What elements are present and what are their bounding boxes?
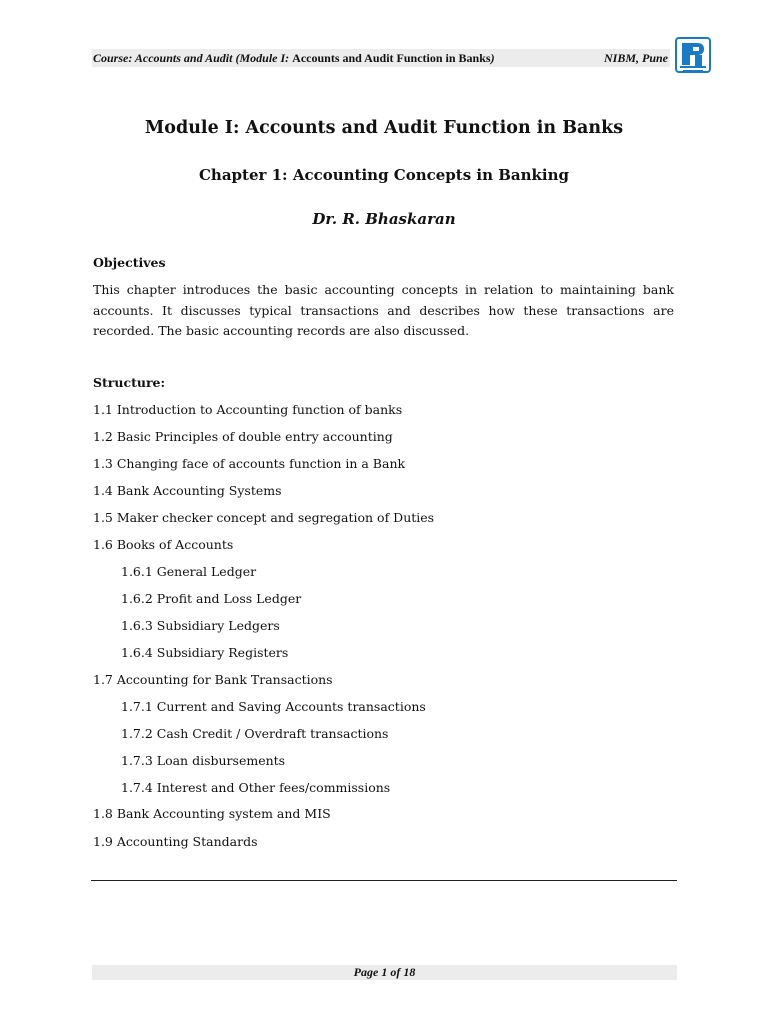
course-main: Accounts and Audit Function in Banks: [292, 51, 491, 65]
list-item: 1.6.3 Subsidiary Ledgers: [121, 618, 280, 633]
list-item: 1.1 Introduction to Accounting function of banks: [93, 402, 403, 417]
module-title: Module I: Accounts and Audit Function in Banks: [144, 118, 624, 138]
paragraph-line: This chapter introduces the basic accounting concepts in relation to maintaining bank: [93, 282, 674, 297]
nibm-logo-icon: [675, 37, 711, 75]
page-number: Page 1 of 18: [92, 965, 677, 980]
institute-name: NIBM, Pune: [603, 51, 668, 65]
structure-heading: Structure:: [93, 375, 166, 390]
author-name: Dr. R. Bhaskaran: [312, 210, 456, 228]
objectives-heading: Objectives: [93, 255, 166, 270]
list-item: 1.8 Bank Accounting system and MIS: [93, 806, 331, 821]
list-item: 1.6.2 Profit and Loss Ledger: [121, 591, 302, 606]
list-item: 1.7.4 Interest and Other fees/commissions: [121, 780, 391, 795]
objectives-paragraph: [93, 280, 674, 342]
list-item: 1.4 Bank Accounting Systems: [93, 483, 282, 498]
list-item: 1.2 Basic Principles of double entry accounting: [93, 429, 393, 444]
paragraph-line: recorded. The basic accounting records are also discussed.: [93, 323, 470, 338]
list-item: 1.9 Accounting Standards: [93, 834, 258, 849]
list-item: 1.6.4 Subsidiary Registers: [121, 645, 289, 660]
list-item: 1.7.2 Cash Credit / Overdraft transactions: [121, 726, 389, 741]
chapter-title: Chapter 1: Accounting Concepts in Banking: [198, 166, 570, 184]
list-item: 1.5 Maker checker concept and segregation of Duties: [93, 510, 435, 525]
paragraph-line: accounts. It discusses typical transactions and describes how these transactions are: [93, 302, 674, 318]
list-item: 1.3 Changing face of accounts function in a Bank: [93, 456, 406, 471]
course-prefix: Course: Accounts and Audit (Module I:: [93, 51, 293, 65]
list-item: 1.7.1 Current and Saving Accounts transactions: [121, 699, 426, 714]
course-title: [93, 49, 495, 67]
running-header: [92, 49, 670, 67]
list-item: 1.6.1 General Ledger: [121, 564, 257, 579]
course-suffix: ): [490, 51, 495, 65]
list-item: 1.7.3 Loan disbursements: [121, 753, 286, 768]
footer-divider: [91, 880, 677, 881]
list-item: 1.6 Books of Accounts: [93, 537, 234, 552]
list-item: 1.7 Accounting for Bank Transactions: [93, 672, 333, 687]
